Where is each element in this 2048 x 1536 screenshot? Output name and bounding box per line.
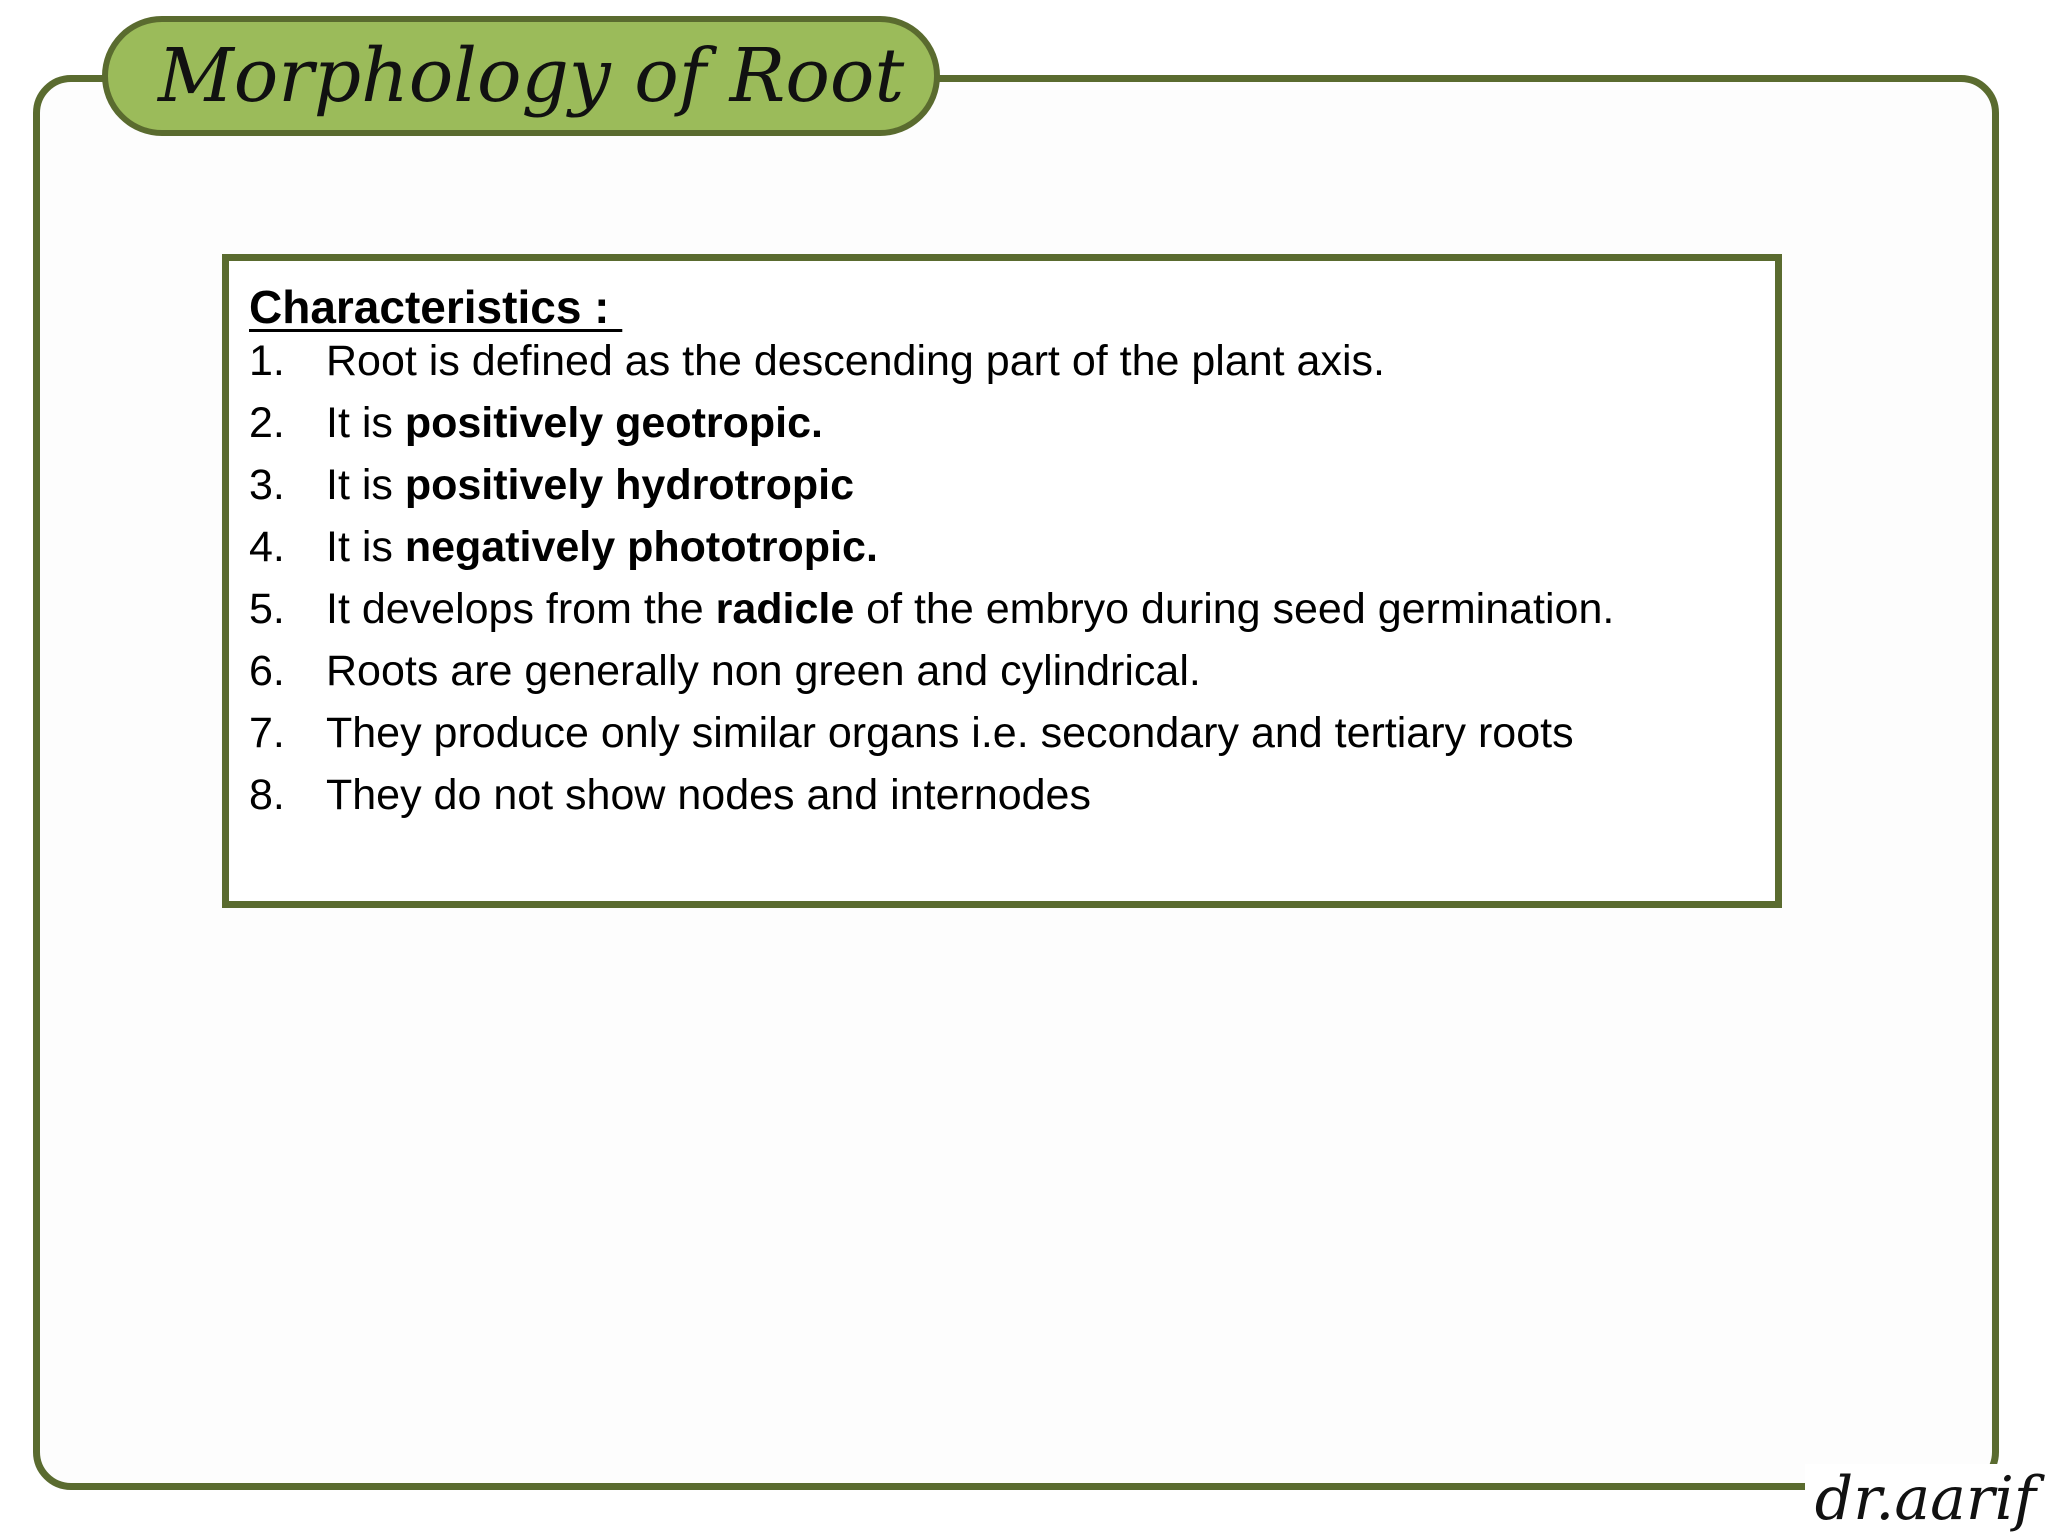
list-item [249, 709, 1755, 771]
list-item-text [326, 647, 1201, 696]
list-item-number: 1. [249, 337, 285, 385]
characteristics-list [249, 337, 1755, 833]
list-item-text [326, 771, 1091, 820]
plain-text: Roots are generally non green and cylindrical. [326, 647, 1201, 695]
emphasis-text: negatively phototropic. [404, 523, 878, 571]
plain-text: It is [326, 523, 405, 571]
plain-text: They do not show nodes and internodes [326, 771, 1091, 819]
list-item-text [326, 709, 1574, 758]
slide-title: Morphology of Root [158, 33, 905, 119]
list-item-number: 7. [249, 709, 285, 757]
list-item-text [326, 585, 1614, 634]
list-item [249, 399, 1755, 461]
list-item [249, 771, 1755, 833]
list-item-text [326, 399, 823, 448]
list-item-number: 6. [249, 647, 285, 695]
list-item-text [326, 523, 878, 572]
list-item [249, 585, 1755, 647]
list-item [249, 523, 1755, 585]
list-item-number: 3. [249, 461, 285, 509]
plain-text: They produce only similar organs i.e. secondary and tertiary roots [326, 709, 1574, 757]
characteristics-box [222, 254, 1782, 908]
plain-text: It is [326, 399, 405, 447]
emphasis-text: radicle [715, 585, 855, 633]
list-item-text [326, 337, 1385, 386]
list-item-number: 2. [249, 399, 285, 447]
list-item [249, 337, 1755, 399]
plain-text: It develops from the [326, 585, 716, 633]
list-item [249, 461, 1755, 523]
characteristics-heading: Characteristics : [249, 281, 623, 333]
plain-text: It is [326, 461, 405, 509]
author-signature: dr.aarif [1805, 1464, 2040, 1534]
list-item-number: 4. [249, 523, 285, 571]
plain-text: of the embryo during seed germination. [854, 585, 1615, 633]
list-item-number: 8. [249, 771, 285, 819]
list-item-text [326, 461, 854, 510]
list-item-number: 5. [249, 585, 285, 633]
list-item [249, 647, 1755, 709]
title-banner [102, 16, 940, 136]
plain-text: Root is defined as the descending part of the plant axis. [326, 337, 1385, 385]
emphasis-text: positively hydrotropic [404, 461, 855, 509]
emphasis-text: positively geotropic. [404, 399, 823, 447]
